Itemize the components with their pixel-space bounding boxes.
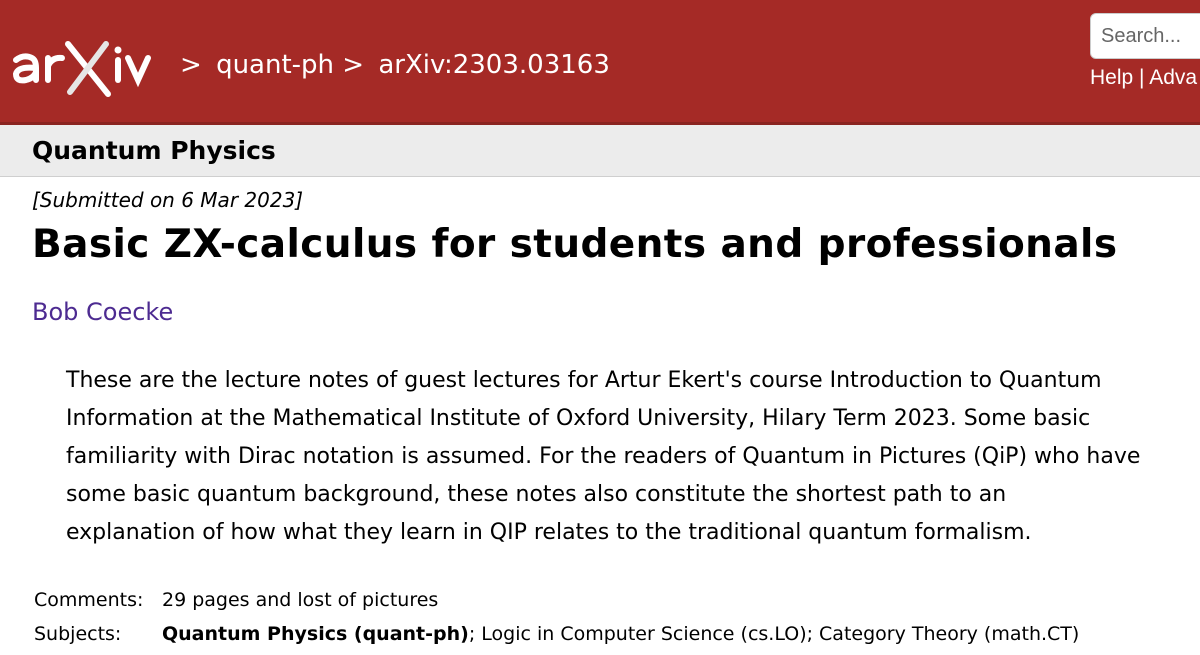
search-input[interactable]: Search...	[1090, 13, 1200, 59]
comments-row	[34, 586, 1079, 620]
breadcrumb-separator: >	[342, 50, 365, 80]
subjects-row	[34, 620, 1079, 654]
arxiv-logo[interactable]	[8, 30, 172, 102]
breadcrumb-separator: >	[180, 50, 202, 80]
abstract-line: explanation of how what they learn in QIP relates to the traditional quantum formalism.	[66, 520, 1032, 545]
author-link[interactable]: Bob Coecke	[32, 298, 174, 326]
help-link[interactable]: Help	[1090, 66, 1134, 89]
link-separator: |	[1139, 66, 1145, 89]
abstract-line: some basic quantum background, these notes also constitute the shortest path to an	[66, 482, 1007, 507]
category-title: Quantum Physics	[32, 136, 276, 165]
category-bar	[0, 125, 1200, 177]
advanced-search-link[interactable]: Adva	[1149, 66, 1198, 89]
metadata-table	[34, 586, 1079, 654]
comments-label: Comments:	[34, 589, 144, 611]
comments-value: 29 pages and lost of pictures	[162, 589, 439, 611]
abstract-line: Information at the Mathematical Institute of Oxford University, Hilary Term 2023. Some basic	[66, 406, 1091, 431]
help-links	[1090, 66, 1197, 90]
secondary-subjects: ; Logic in Computer Science (cs.LO); Category Theory (math.CT)	[468, 623, 1080, 645]
breadcrumb-category-link[interactable]: quant-ph	[216, 50, 335, 80]
abstract-line: These are the lecture notes of guest lectures for Artur Ekert's course Introduction to Quantum	[66, 368, 1102, 393]
submission-date: [Submitted on 6 Mar 2023]	[32, 188, 304, 212]
paper-title: Basic ZX-calculus for students and professionals	[32, 222, 1118, 267]
abstract	[66, 362, 1196, 552]
primary-subject: Quantum Physics (quant-ph)	[162, 623, 469, 645]
subjects-label: Subjects:	[34, 623, 122, 645]
abstract-line: familiarity with Dirac notation is assumed. For the readers of Quantum in Pictures (QiP) who have	[66, 444, 1141, 469]
breadcrumb-paper-id: arXiv:2303.03163	[378, 50, 610, 80]
site-header	[0, 0, 1200, 125]
breadcrumb	[180, 50, 610, 80]
